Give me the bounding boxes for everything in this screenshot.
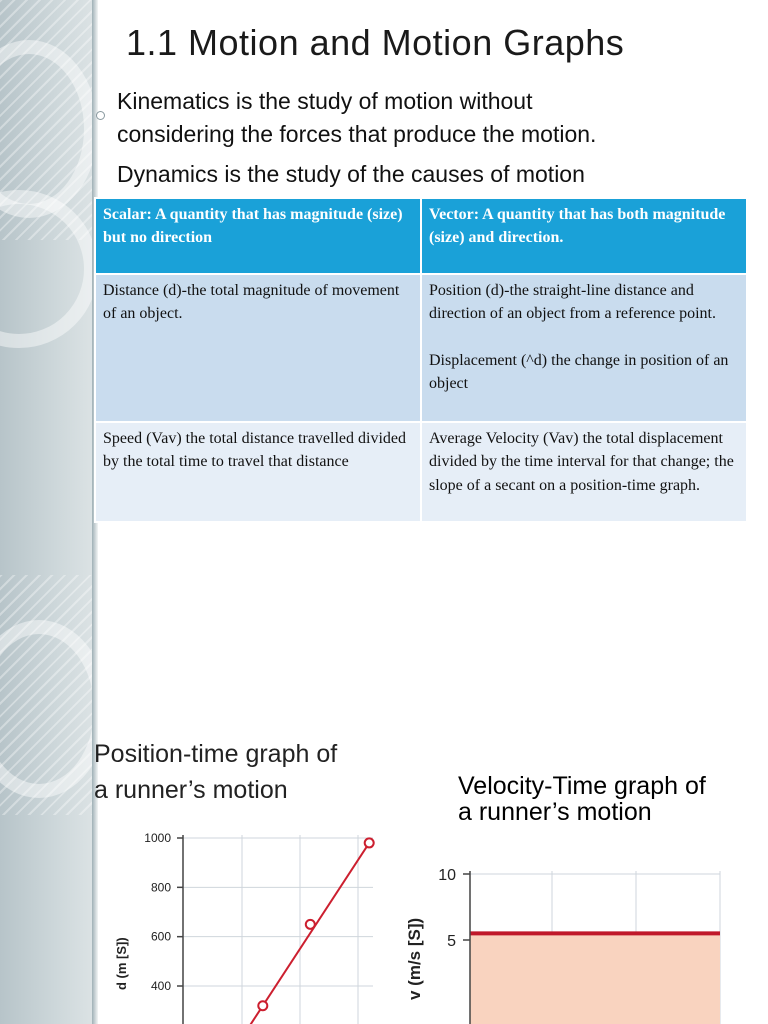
y-tick-label: 600 [150,929,171,944]
position-graph-title-line-2: a runner’s motion [94,776,288,804]
vector-header: Vector: A quantity that has both magnitude (size) and direction. [421,198,747,274]
y-tick-label: 800 [150,880,171,895]
velocity-time-chart [405,867,720,1024]
y-tick-label: 400 [150,979,171,993]
position-definition: Position (d)-the straight-line distance and direction of an object from a reference point. [429,282,716,323]
area-fill [470,933,720,1024]
distance-cell: Distance (d)-the total magnitude of movement of an object. [95,274,421,422]
y-tick-label: 1000 [144,831,171,845]
kinematics-line-2: considering the forces that produce the motion. [117,121,597,147]
y-axis-label: d (m [S]) [114,937,129,990]
kinematics-line-1: Kinematics is the study of motion without [117,88,533,114]
position-time-chart [114,831,374,1024]
scalar-header: Scalar: A quantity that has magnitude (size) but no direction [95,198,421,274]
y-ticks [144,831,183,993]
data-point [258,1001,267,1010]
data-point [306,920,315,929]
speed-cell: Speed (Vav) the total distance travelled divided by the total time to travel that distance [95,422,421,522]
slide-title: 1.1 Motion and Motion Graphs [126,22,625,63]
velocity-graph-title-line-1: Velocity-Time graph of [458,772,706,800]
y-tick-label: 5 [447,933,456,950]
position-graph-title-line-1: Position-time graph of [94,740,338,768]
series-runner-velocity [470,933,720,1024]
displacement-definition: Displacement (^d) the change in position of an object [429,351,729,393]
plot-area [183,835,373,1024]
velocity-cell: Average Velocity (Vav) the total displacement divided by the time interval for that change; the slope of a secant on a position-time graph. [421,422,747,522]
dynamics-line: Dynamics is the study of the causes of motion [117,161,585,187]
y-axis-label: v (m/s [S]) [405,917,424,1000]
velocity-graph-title-line-2: a runner’s motion [458,798,652,826]
y-ticks [438,867,470,950]
y-tick-label: 10 [438,867,456,884]
data-point [365,838,374,847]
